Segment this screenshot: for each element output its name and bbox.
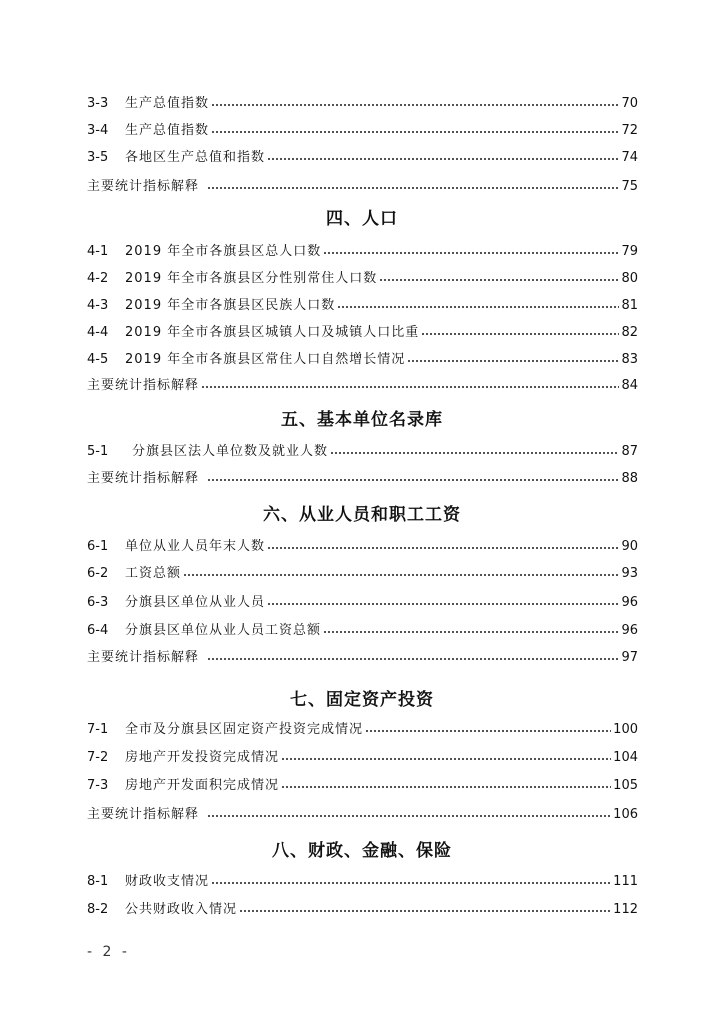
toc-entry-explanation[interactable]: [87, 648, 638, 668]
entry-title: 主要统计指标解释: [87, 471, 200, 486]
entry-number: 8-2: [87, 902, 109, 917]
entry-number: 6-1: [87, 539, 109, 554]
toc-entry[interactable]: [87, 593, 638, 613]
entry-number: 3-4: [87, 123, 109, 138]
section-heading: 八、财政、金融、保险: [272, 841, 452, 861]
dot-leader: [267, 156, 619, 162]
dot-leader: [211, 880, 611, 886]
entry-page: 106: [613, 807, 638, 822]
entry-page: 100: [613, 722, 638, 737]
toc-entry-explanation[interactable]: [87, 376, 638, 396]
entry-page: 70: [621, 96, 638, 111]
entry-page: 88: [621, 471, 638, 486]
entry-number: 4-1: [87, 244, 109, 259]
entry-number: 6-2: [87, 566, 109, 581]
toc-entry[interactable]: [87, 564, 638, 584]
entry-number: 8-1: [87, 874, 109, 889]
dot-leader: [337, 304, 619, 310]
entry-title: 主要统计指标解释: [87, 179, 200, 194]
entry-title: 各地区生产总值和指数: [125, 150, 266, 165]
entry-page: 87: [621, 444, 638, 459]
entry-number: 7-1: [87, 722, 109, 737]
entry-number: 7-3: [87, 778, 109, 793]
toc-entry-explanation[interactable]: [87, 469, 638, 489]
section-heading: 六、从业人员和职工工资: [263, 505, 461, 525]
entry-page: 75: [621, 179, 638, 194]
toc-entry[interactable]: [87, 872, 638, 892]
entry-title: 主要统计指标解释: [87, 650, 200, 665]
toc-entry[interactable]: [87, 720, 638, 740]
entry-title: 主要统计指标解释: [87, 378, 200, 393]
dot-leader: [267, 601, 619, 607]
entry-page: 72: [621, 123, 638, 138]
toc-entry[interactable]: [87, 242, 638, 262]
toc-entry-explanation[interactable]: [87, 177, 638, 197]
toc-entry-explanation[interactable]: [87, 805, 638, 825]
entry-page: 80: [621, 271, 638, 286]
dot-leader: [365, 728, 611, 734]
entry-page: 105: [613, 778, 638, 793]
entry-title: 房地产开发面积完成情况: [125, 778, 280, 793]
dot-leader: [323, 629, 619, 635]
entry-number: 3-5: [87, 150, 109, 165]
entry-title: 分旗县区单位从业人员: [125, 595, 266, 610]
entry-number: 5-1: [87, 444, 109, 459]
toc-entry[interactable]: [87, 148, 638, 168]
entry-title: 工资总额: [125, 566, 182, 581]
entry-title: 2019 年全市各旗县区民族人口数: [125, 298, 336, 313]
entry-page: 83: [621, 352, 638, 367]
dot-leader: [201, 384, 619, 390]
dot-leader: [281, 784, 611, 790]
toc-entry[interactable]: [87, 537, 638, 557]
toc-entry[interactable]: [87, 296, 638, 316]
entry-title: 公共财政收入情况: [125, 902, 238, 917]
toc-entry[interactable]: [87, 350, 638, 370]
dot-leader: [183, 572, 619, 578]
dot-leader: [211, 102, 619, 108]
dot-leader: [207, 185, 619, 191]
page-number: - 2 -: [87, 944, 130, 960]
section-heading: 五、基本单位名录库: [281, 410, 443, 430]
entry-page: 74: [621, 150, 638, 165]
entry-page: 84: [621, 378, 638, 393]
section-heading: 七、固定资产投资: [290, 690, 434, 710]
toc-entry[interactable]: [87, 94, 638, 114]
entry-number: 4-4: [87, 325, 109, 340]
dot-leader: [207, 477, 619, 483]
entry-title: 分旗县区单位从业人员工资总额: [125, 623, 322, 638]
toc-entry[interactable]: [87, 776, 638, 796]
dot-leader: [323, 250, 619, 256]
entry-number: 6-4: [87, 623, 109, 638]
entry-title: 分旗县区法人单位数及就业人数: [132, 444, 329, 459]
entry-title: 单位从业人员年末人数: [125, 539, 266, 554]
entry-number: 4-3: [87, 298, 109, 313]
entry-page: 81: [621, 298, 638, 313]
entry-page: 97: [621, 650, 638, 665]
toc-entry[interactable]: [87, 323, 638, 343]
dot-leader: [421, 331, 619, 337]
entry-page: 96: [621, 623, 638, 638]
dot-leader: [330, 450, 619, 456]
entry-number: 3-3: [87, 96, 109, 111]
entry-page: 111: [613, 874, 638, 889]
dot-leader: [281, 756, 611, 762]
entry-title: 房地产开发投资完成情况: [125, 750, 280, 765]
toc-entry[interactable]: [87, 269, 638, 289]
entry-title: 主要统计指标解释: [87, 807, 200, 822]
toc-entry[interactable]: [87, 748, 638, 768]
dot-leader: [239, 908, 611, 914]
entry-number: 4-5: [87, 352, 109, 367]
entry-number: 6-3: [87, 595, 109, 610]
entry-title: 全市及分旗县区固定资产投资完成情况: [125, 722, 364, 737]
entry-title: 2019 年全市各旗县区总人口数: [125, 244, 322, 259]
entry-title: 生产总值指数: [125, 96, 210, 111]
entry-title: 2019 年全市各旗县区城镇人口及城镇人口比重: [125, 325, 420, 340]
entry-number: 4-2: [87, 271, 109, 286]
entry-page: 104: [613, 750, 638, 765]
section-heading: 四、人口: [326, 209, 398, 229]
toc-entry[interactable]: [87, 621, 638, 641]
entry-title: 财政收支情况: [125, 874, 210, 889]
dot-leader: [207, 656, 619, 662]
dot-leader: [267, 545, 619, 551]
entry-number: 7-2: [87, 750, 109, 765]
dot-leader: [207, 813, 611, 819]
toc-entry[interactable]: [87, 900, 638, 920]
entry-page: 93: [621, 566, 638, 581]
entry-page: 82: [621, 325, 638, 340]
entry-title: 生产总值指数: [125, 123, 210, 138]
entry-title: 2019 年全市各旗县区常住人口自然增长情况: [125, 352, 406, 367]
entry-page: 79: [621, 244, 638, 259]
entry-page: 90: [621, 539, 638, 554]
toc-entry[interactable]: [87, 442, 638, 462]
entry-page: 112: [613, 902, 638, 917]
entry-title: 2019 年全市各旗县区分性别常住人口数: [125, 271, 378, 286]
dot-leader: [211, 129, 619, 135]
dot-leader: [407, 358, 619, 364]
toc-entry[interactable]: [87, 121, 638, 141]
dot-leader: [379, 277, 619, 283]
entry-page: 96: [621, 595, 638, 610]
